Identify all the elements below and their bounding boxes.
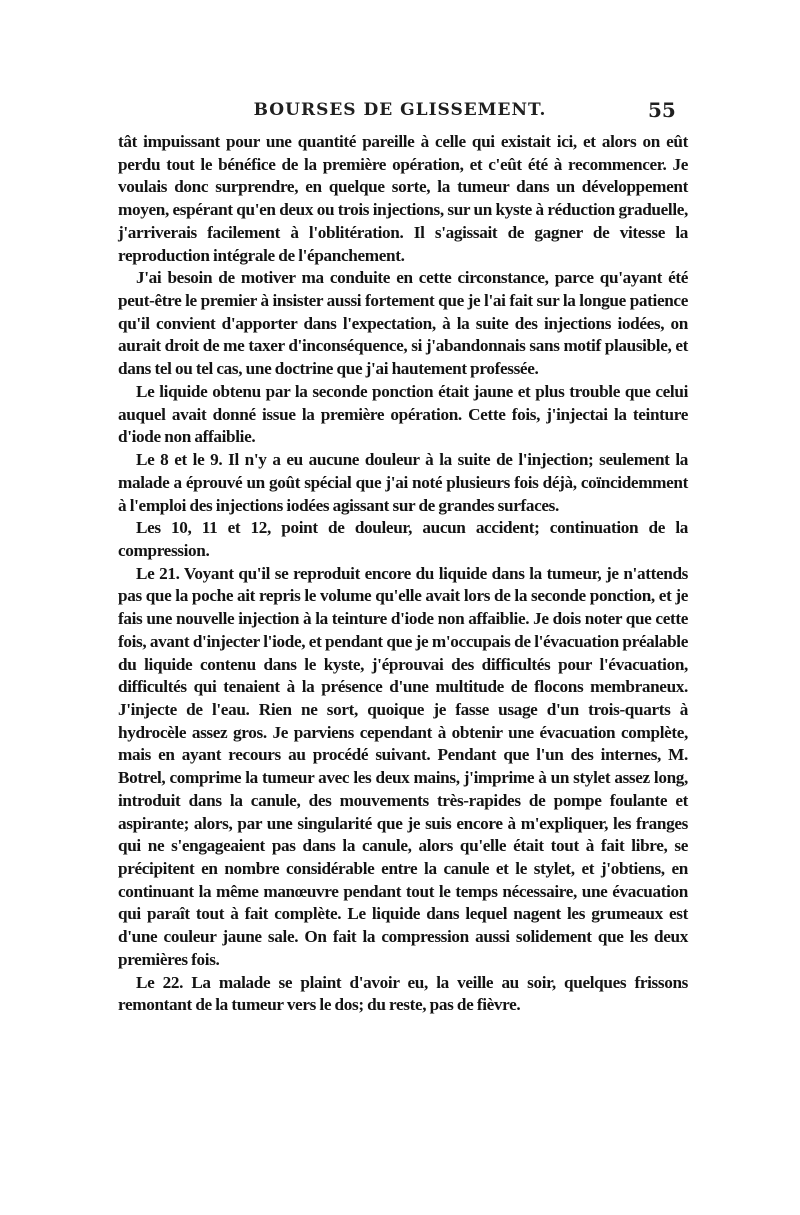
paragraph: Les 10, 11 et 12, point de douleur, aucun accident; continuation de la compression. — [118, 518, 688, 560]
running-title: BOURSES DE GLISSEMENT. — [253, 100, 547, 120]
paragraph: J'ai besoin de motiver ma conduite en cette circonstance, parce qu'ayant été peut-être le premier à insister aussi fortement que je l'ai fait sur la longue patience qu'il convient d'apporter dans l'expectation, à la suite des injections iodées, on aurait droit de me taxer d'inconséquence, si j'abandonnais sans motif plausible, et dans tel ou tel cas, une doctrine que j'ai hautement professée. — [118, 268, 688, 379]
paragraph: Le liquide obtenu par la seconde ponction était jaune et plus trouble que celui auquel avait donné issue la première opération. Cette fois, j'injectai la teinture d'iode non affaiblie. — [118, 381, 688, 447]
paragraph: Le 22. La malade se plaint d'avoir eu, la veille au soir, quelques frissons remontant de la tumeur vers le dos; du reste, pas de fièvre. — [118, 972, 688, 1015]
body-text — [118, 131, 688, 1017]
paragraph: tât impuissant pour une quantité pareille à celle qui existait ici, et alors on eût perdu tout le bénéfice de la première opération, et c'eût été à recommencer. Je voulais donc surprendre, en quelque sorte, la tumeur dans un développement moyen, espérant qu'en deux ou trois injections, sur un kyste à réduction graduelle, j'arriverais facilement à l'oblitération. Il s'agissait de gagner de vitesse la reproduction intégrale de l'épanchement. — [118, 132, 688, 265]
paragraph: Le 21. Voyant qu'il se reproduit encore du liquide dans la tumeur, je n'attends pas que la poche ait repris le volume qu'elle avait lors de la seconde ponction, et je fais une nouvelle injection à la teinture d'iode non affaiblie. Je dois noter que cette fois, avant d'injecter l'iode, et pendant que je m'occupais de l'évacuation préalable du liquide contenu dans le kyste, j'éprouvai des difficultés pour l'évacuation, difficultés qui tenaient à la présence d'une multitude de flocons membraneux. J'injecte de l'eau. Rien ne sort, quoique je fasse usage d'un trois-quarts à hydrocèle assez gros. Je parviens cependant à obtenir une évacuation complète, mais en ayant recours au procédé suivant. Pendant que l'un des internes, M. Botrel, comprime la tumeur avec les deux mains, j'imprime à un stylet assez long, introduit dans la canule, des mouvements très-rapides de pompe foulante et aspirante; alors, par une singularité que je suis encore à m'expliquer, les franges qui ne s'engageaient pas dans la canule, alors qu'elle était tout à fait libre, se précipitent en nombre considérable entre la canule et le stylet, et j'obtiens, en continuant la même manœuvre pendant tout le temps nécessaire, une évacuation qui paraît tout à fait complète. Le liquide dans lequel nagent les grumeaux est d'une couleur jaune sale. On fait la compression aussi solidement que les deux premières fois. — [118, 563, 688, 969]
page-number: 55 — [648, 98, 676, 122]
paragraph: Le 8 et le 9. Il n'y a eu aucune douleur à la suite de l'injection; seulement la malade a éprouvé un goût spécial que j'ai noté plusieurs fois déjà, coïncidemment à l'emploi des injections iodées agissant sur de grandes surfaces. — [118, 450, 688, 515]
